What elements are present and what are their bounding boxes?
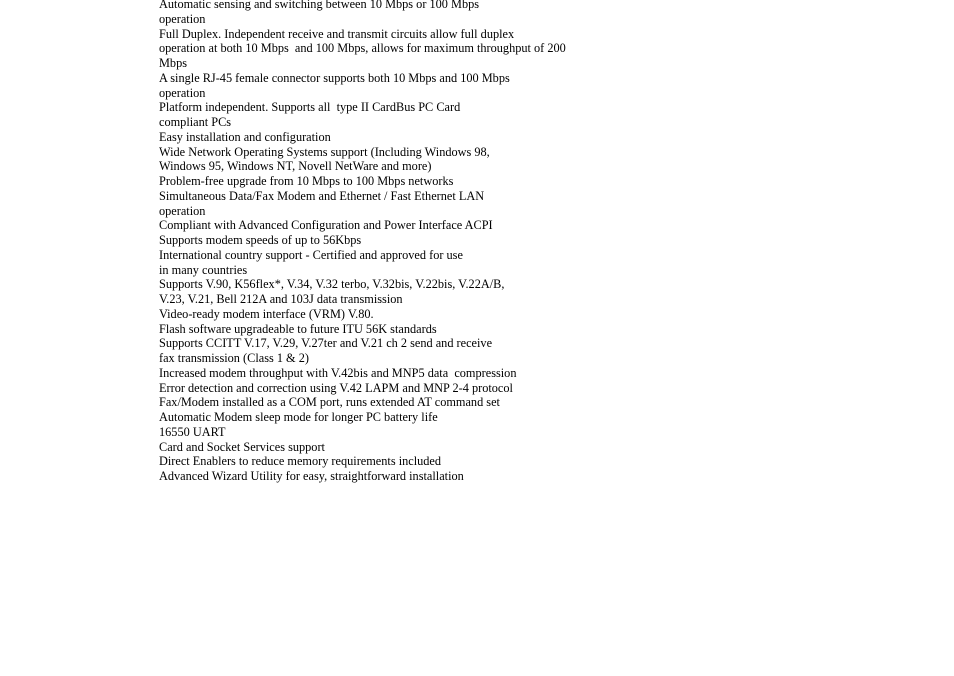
- feature-line: Error detection and correction using V.42 LAPM and MNP 2-4 protocol: [159, 380, 513, 395]
- feature-line: Simultaneous Data/Fax Modem and Ethernet / Fast Ethernet LAN: [159, 188, 485, 203]
- feature-list: [159, 0, 599, 484]
- feature-line: Direct Enablers to reduce memory requirements included: [159, 454, 442, 469]
- feature-line: compliant PCs: [159, 115, 232, 129]
- feature-line: Compliant with Advanced Configuration and Power Interface ACPI: [159, 218, 493, 233]
- feature-line: A single RJ-45 female connector supports both 10 Mbps and 100 Mbps: [159, 70, 510, 85]
- feature-line: Platform independent. Supports all type II CardBus PC Card: [159, 100, 461, 115]
- feature-line: International country support - Certified and approved for use: [159, 247, 463, 262]
- feature-line: Advanced Wizard Utility for easy, straightforward installation: [159, 469, 464, 483]
- feature-line: V.23, V.21, Bell 212A and 103J data transmission: [159, 292, 403, 306]
- feature-line: operation: [159, 203, 206, 218]
- feature-line: Wide Network Operating Systems support (Including Windows 98,: [159, 144, 490, 159]
- feature-line: Windows 95, Windows NT, Novell NetWare and more): [159, 159, 432, 174]
- feature-line: Supports V.90, K56flex*, V.34, V.32 terbo, V.32bis, V.22bis, V.22A/B,: [159, 277, 505, 292]
- feature-line: Flash software upgradeable to future ITU 56K standards: [159, 321, 437, 336]
- feature-line: operation: [159, 85, 206, 100]
- feature-line: Automatic sensing and switching between 10 Mbps or 100 Mbps: [159, 0, 480, 11]
- feature-line: Video-ready modem interface (VRM) V.80.: [159, 306, 374, 321]
- feature-line: Full Duplex. Independent receive and transmit circuits allow full duplex: [159, 26, 515, 41]
- feature-line: operation: [159, 11, 206, 26]
- feature-line: Supports modem speeds of up to 56Kbps: [159, 233, 362, 247]
- feature-line: Supports CCITT V.17, V.29, V.27ter and V.21 ch 2 send and receive: [159, 336, 493, 351]
- feature-line: Easy installation and configuration: [159, 129, 331, 144]
- feature-line: Mbps: [159, 56, 188, 70]
- feature-line: fax transmission (Class 1 & 2): [159, 351, 309, 365]
- feature-line: Automatic Modem sleep mode for longer PC battery life: [159, 410, 438, 424]
- feature-line: Problem-free upgrade from 10 Mbps to 100 Mbps networks: [159, 174, 454, 188]
- feature-line: Increased modem throughput with V.42bis and MNP5 data compression: [159, 365, 517, 380]
- feature-line: in many countries: [159, 262, 248, 277]
- feature-line: 16550 UART: [159, 424, 226, 439]
- feature-line: Card and Socket Services support: [159, 439, 325, 454]
- feature-line: operation at both 10 Mbps and 100 Mbps, allows for maximum throughput of 200: [159, 41, 566, 56]
- feature-line: Fax/Modem installed as a COM port, runs extended AT command set: [159, 395, 500, 410]
